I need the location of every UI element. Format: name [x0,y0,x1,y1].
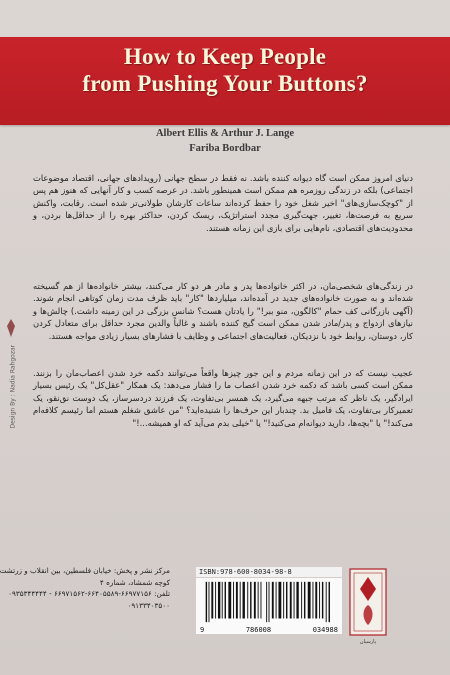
barcode-digit-group-1: 786008 [245,626,272,634]
translator: Fariba Bordbar [189,143,261,154]
address-line-4: ۰۹۱۳۳۴۰۳۵۰۰ [127,600,170,610]
publisher-address [0,565,170,611]
blurb-paragraph-3: عجیب نیست که در این زمانه مردم و این جور چیزها واقعاً می‌توانند دکمه خرد شدن اعصاب‌مان را بزنند. ممکن است کسی باشد که دکمه خرد شدن اعصاب ما را فشار می‌دهد: یک همکار "عقل‌کل" یک رئیس بسیار ایرادگیر، یک ناظر که مرتب جبهه می‌گیرد، یک همسر بی‌تفاوت، یک فرزند دردسرساز، یک دوست نق‌نقو، یک تعمیرکار بی‌تفاوت، یک فامیل بد. چندبار این حرف‌ها را شنیده‌اید؟ "من عاشق شغلم هستم اما رئیسم کلافه‌ام می‌کند!" یا "بچه‌ها، دارید دیوانه‌ام می‌کنید!" یا "خیلی بدم می‌آید که او همیشه...!" [33,368,413,428]
blurb-paragraph-2: در زندگی‌های شخصی‌مان، در اکثر خانواده‌ها پدر و مادر هر دو کار می‌کنند، بیشتر خانواده‌ها از هم گسیخته شده‌اند و به صورت خانواده‌های جدید در آمده‌اند، میلیاردها "کار" باید ظرف مدت زمان کوتاهی انجام شوند. (آگهی بازرگانی کف حمام "کالگون، منو ببر!" را یادتان هست؟ شانس بزرگی در این زمینه داشت.) چالش‌ها و نیازهای ازدواج و پدر/مادر شدن ممکن است گیج کننده باشند و غالباً والدین مجرد حداقل برای متعادل کردن کار، دوستان، روابط خود با نزدیکان، فعالیت‌های اجتماعی و وظایف با فشارهای بسیار زیادی مواجه هستند. [33,281,413,341]
barcode-digits [196,626,342,634]
barcode-digit-prefix: 9 [200,626,205,634]
publisher-logo-icon [348,567,388,637]
address-line-1: مرکز نشر و پخش: خیابان فلسطین، بین انقلاب و زرتشت [0,566,170,575]
publisher-logo-text: پارسیان [359,639,377,645]
book-title-line-1: How to Keep People [123,44,327,69]
barcode-digit-group-2: 034988 [312,626,338,634]
bottom-info-area [0,545,450,675]
authors: Albert Ellis & Arthur J. Lange [155,128,295,139]
barcode [196,578,342,626]
designer-credit-text: Design By : Nadia Rahgozar [9,344,17,429]
address-line-3: تلفن: ۶۶۹۷۷۱۵۶-۶۶۴۰۵۵۸۹-۶۶۹۷۱۵۶۲ - ۰۹۳۵۳۴۴۴۴۴ [8,589,170,598]
address-line-2: کوچه شمشاد، شماره ۴ [99,577,170,587]
book-title-line-2: from Pushing Your Buttons? [82,71,368,96]
blurb-paragraph-1: دنیای امروز ممکن است گاه دیوانه کننده باشد. نه فقط در سطح جهانی (رویدادهای جهانی، اقتصاد موضوعات اجتماعی) بلکه در زندگی روزمره هم ممکن است همینطور باشد. در عرصه کسب و کار آنهایی که هنوز هم پس از "کوچک‌سازی‌های" اخیر شغل خود را حفظ کرده‌اند ساعات کارشان طولانی‌تر شده است. رقابت، واکنش سریع به فرصت‌ها، تغییر، جهت‌گیری مجدد استراتژیک، ریسک کردن، حداکثر بهره را از حداقل‌ها بردن، و محدودیت‌های اقتصادی، نام‌هایی برای بازی این زمانه هستند. [33,173,413,233]
publisher-logo [348,567,388,645]
side-logo-icon [6,318,16,338]
isbn-label: ISBN:978-600-8034-98-8 [196,567,342,577]
